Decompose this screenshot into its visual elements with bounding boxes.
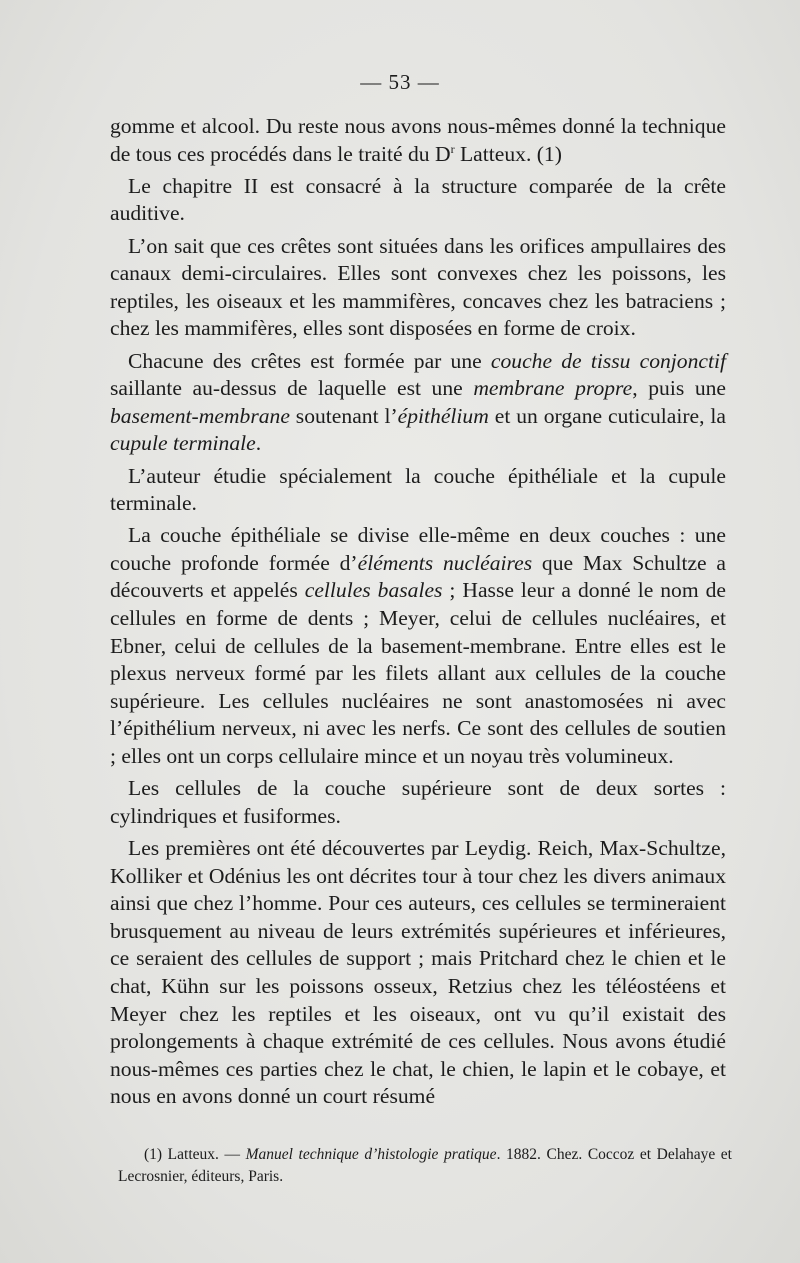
text-run: , puis une bbox=[632, 376, 726, 401]
italic-text: membrane propre bbox=[473, 376, 633, 401]
page-number: — 53 — bbox=[360, 70, 440, 94]
paragraph bbox=[110, 348, 726, 458]
text-run: . bbox=[255, 431, 262, 456]
italic-text: éléments nucléaires bbox=[357, 550, 533, 575]
text-run: . 1882. Chez. Coccoz et Delahaye et Lecrosnier, éditeurs, Paris. bbox=[118, 1146, 732, 1185]
text-run: soutenant l’ bbox=[289, 403, 398, 428]
italic-text: épithélium bbox=[397, 403, 489, 428]
italic-text: couche de tissu conjonctif bbox=[490, 348, 726, 373]
text-run: saillante au-dessus de laquelle est une bbox=[110, 376, 474, 401]
body-text bbox=[110, 113, 726, 1116]
text-run: La couche épithéliale se divise elle-même en deux couches : une couche profonde formée d’ bbox=[110, 523, 726, 575]
paragraph bbox=[110, 113, 726, 168]
text-run: Les cellules de la couche supérieure sont de deux sortes : cylindriques et fusiformes. bbox=[110, 776, 726, 828]
text-run: que Max Schultze a découverts et appelés bbox=[110, 550, 727, 603]
footnote bbox=[118, 1144, 732, 1188]
text-run: Le chapitre II est consacré à la structure comparée de la crête auditive. bbox=[110, 173, 726, 226]
paragraph bbox=[110, 835, 726, 1111]
text-run: (1) Latteux. — bbox=[144, 1146, 246, 1163]
footnote-text bbox=[118, 1144, 732, 1188]
text-run: et un organe cuticulaire, la bbox=[488, 403, 726, 428]
paragraph bbox=[110, 775, 726, 830]
text-run: L’auteur étudie spécialement la couche épithéliale et la cupule terminale. bbox=[110, 463, 726, 516]
text-run: Les premières ont été découvertes par Leydig. Reich, Max-Schultze, Kolliker et Odénius les ont décrites tour à tour chez les divers animaux ainsi que chez l’homme. Pour ces auteurs, ces cellules se termineraient brusquement au niveau de leurs extrémités supérieures et inférieures, ce seraient des cellules de support ; mais Pritchard chez le chien et le chat, Kühn sur les poissons osseux, Retzius chez les téléostéens et Meyer chez les reptiles et les oiseaux, ont vu qu’il existait des prolongements à chaque extrémité de ces cellules. Nous avons étudié nous-mêmes ces parties chez le chat, le chien, le lapin et le cobaye, et nous en avons donné un court résumé bbox=[110, 836, 726, 1109]
text-run: Chacune des crêtes est formée par une bbox=[128, 348, 491, 373]
italic-text: cellules basales bbox=[304, 578, 443, 603]
italic-text: Manuel technique d’histologie pratique bbox=[245, 1146, 497, 1163]
paragraph bbox=[110, 173, 726, 228]
italic-text: basement-membrane bbox=[110, 403, 290, 428]
text-run: ; Hasse leur a donné le nom de cellules en forme de dents ; Meyer, celui de cellules nucléaires, et Ebner, celui de cellules de la basement-membrane. Entre elles est le plexus nerveux formé par les filets allant aux cellules de la couche supérieure. Les cellules nucléaires ne sont anastomosées ni avec l’épithélium nerveux, ni avec les nerfs. Ce sont des cellules de soutien ; elles ont un corps cellulaire mince et un noyau très volumineux. bbox=[110, 578, 726, 769]
text-run: gomme et alcool. Du reste nous avons nous-mêmes donné la technique de tous ces procédés dans le traité du D bbox=[110, 114, 726, 166]
paragraph bbox=[110, 463, 726, 518]
italic-text: cupule terminale bbox=[110, 431, 256, 456]
superscript: r bbox=[450, 141, 455, 156]
paragraph bbox=[110, 522, 726, 770]
text-run: L’on sait que ces crêtes sont situées dans les orifices ampullaires des canaux demi-circulaires. Elles sont convexes chez les poissons, les reptiles, les oiseaux et les mammifères, concaves chez les batraciens ; chez les mammifères, elles sont disposées en forme de croix. bbox=[110, 233, 726, 341]
paragraph bbox=[110, 233, 726, 343]
text-run: Latteux. (1) bbox=[454, 141, 562, 166]
